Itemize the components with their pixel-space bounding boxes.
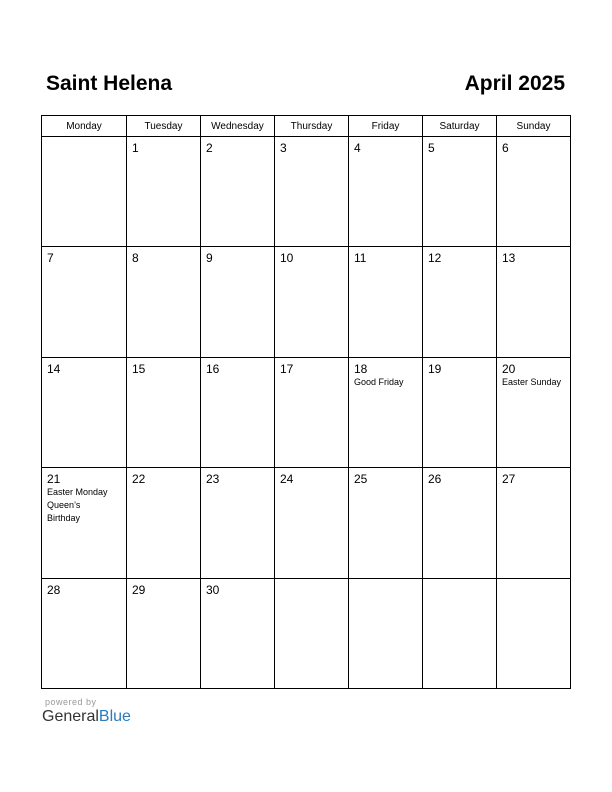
day-cell-21 [42, 468, 127, 579]
day-number: 11 [354, 251, 367, 265]
day-cell-26 [423, 468, 497, 579]
calendar-month-title: April 2025 [464, 72, 565, 95]
day-number: 15 [132, 362, 146, 376]
day-cell-empty [42, 137, 127, 247]
day-number: 19 [428, 362, 442, 376]
day-cell-20 [497, 358, 570, 468]
day-cell-14 [42, 358, 127, 468]
day-cell-12 [423, 247, 497, 358]
day-cell-8 [127, 247, 201, 358]
day-cell-24 [275, 468, 349, 579]
weekday-header-thursday: Thursday [275, 116, 349, 137]
calendar-grid [41, 115, 571, 689]
holiday-label: Easter Sunday [502, 377, 562, 387]
day-cell-15 [127, 358, 201, 468]
day-cell-29 [127, 579, 201, 688]
logo-text-blue: Blue [98, 708, 131, 725]
day-number: 16 [206, 362, 220, 376]
weekday-header-wednesday: Wednesday [201, 116, 275, 137]
weekday-header-sunday: Sunday [497, 116, 570, 137]
day-number: 17 [280, 362, 294, 376]
day-cell-3 [275, 137, 349, 247]
day-cell-1 [127, 137, 201, 247]
day-number: 8 [132, 251, 139, 265]
day-number: 27 [502, 472, 516, 486]
logo-text-general: General [42, 708, 99, 725]
day-number: 5 [428, 141, 435, 155]
day-cell-19 [423, 358, 497, 468]
day-number: 26 [428, 472, 442, 486]
day-cell-25 [349, 468, 423, 579]
generalblue-logo[interactable] [42, 708, 131, 726]
weekday-header-monday: Monday [42, 116, 127, 137]
day-number: 24 [280, 472, 294, 486]
calendar-country-title: Saint Helena [46, 72, 173, 95]
day-number: 30 [206, 583, 220, 597]
day-number: 22 [132, 472, 146, 486]
powered-by-label: powered by [45, 697, 97, 707]
day-number: 6 [502, 141, 509, 155]
day-number: 4 [354, 141, 361, 155]
day-cell-27 [497, 468, 570, 579]
day-number: 12 [428, 251, 442, 265]
day-cell-2 [201, 137, 275, 247]
day-cell-13 [497, 247, 570, 358]
day-cell-23 [201, 468, 275, 579]
day-cell-28 [42, 579, 127, 688]
day-cell-empty [423, 579, 497, 688]
weekday-header-tuesday: Tuesday [127, 116, 201, 137]
day-number: 1 [132, 141, 139, 155]
day-number: 2 [206, 141, 213, 155]
day-cell-4 [349, 137, 423, 247]
day-cell-5 [423, 137, 497, 247]
day-number: 25 [354, 472, 368, 486]
day-cell-18 [349, 358, 423, 468]
day-number: 10 [280, 251, 294, 265]
day-cell-10 [275, 247, 349, 358]
day-cell-empty [349, 579, 423, 688]
day-cell-16 [201, 358, 275, 468]
day-cell-6 [497, 137, 570, 247]
day-cell-empty [275, 579, 349, 688]
day-number: 23 [206, 472, 220, 486]
day-number: 21 [47, 472, 61, 486]
weekday-header-friday: Friday [349, 116, 423, 137]
day-number: 3 [280, 141, 287, 155]
day-number: 20 [502, 362, 516, 376]
holiday-label: Good Friday [354, 377, 404, 387]
day-cell-7 [42, 247, 127, 358]
day-number: 7 [47, 251, 54, 265]
day-number: 29 [132, 583, 146, 597]
day-cell-empty [497, 579, 570, 688]
day-number: 9 [206, 251, 213, 265]
holiday-label: Easter Monday Queen’s Birthday [47, 487, 108, 523]
day-cell-22 [127, 468, 201, 579]
day-cell-11 [349, 247, 423, 358]
day-number: 18 [354, 362, 368, 376]
day-number: 14 [47, 362, 61, 376]
weekday-header-saturday: Saturday [423, 116, 497, 137]
day-cell-17 [275, 358, 349, 468]
day-cell-9 [201, 247, 275, 358]
day-cell-30 [201, 579, 275, 688]
day-number: 13 [502, 251, 516, 265]
day-number: 28 [47, 583, 61, 597]
